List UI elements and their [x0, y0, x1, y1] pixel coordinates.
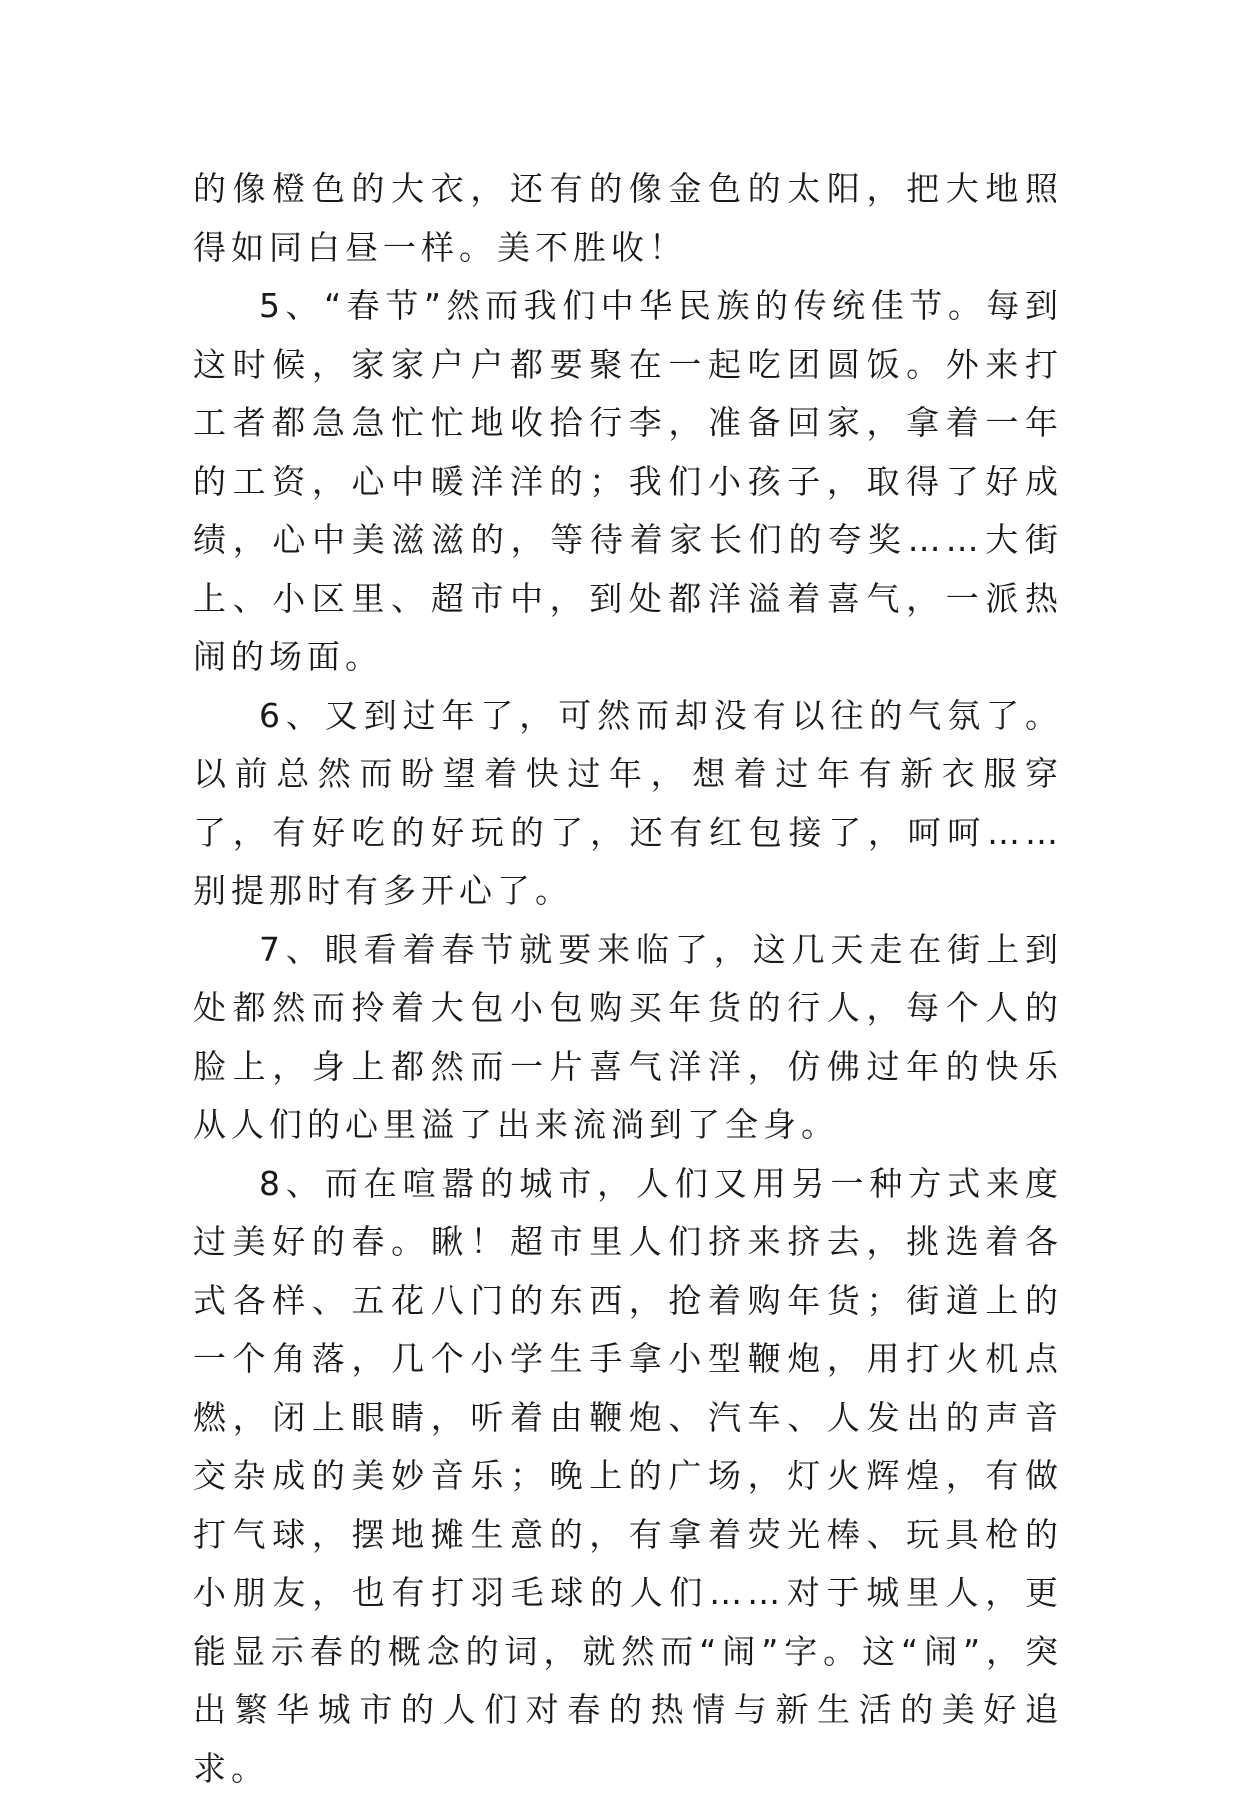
paragraph-continuation: 的像橙色的大衣，还有的像金色的太阳，把大地照得如同白昼一样。美不胜收！ [193, 160, 1063, 277]
paragraph-7: 7、眼看着春节就要来临了，这几天走在街上到处都然而拎着大包小包购买年货的行人，每个人的脸上，身上都然而一片喜气洋洋，仿佛过年的快乐从人们的心里溢了出来流淌到了全身。 [193, 921, 1063, 1155]
document-body [193, 160, 1063, 1798]
paragraph-6: 6、又到过年了，可然而却没有以往的气氛了。以前总然而盼望着快过年，想着过年有新衣服穿了，有好吃的好玩的了，还有红包接了，呵呵……别提那时有多开心了。 [193, 687, 1063, 921]
paragraph-5: 5、“春节”然而我们中华民族的传统佳节。每到这时候，家家户户都要聚在一起吃团圆饭。外来打工者都急急忙忙地收拾行李，准备回家，拿着一年的工资，心中暖洋洋的；我们小孩子，取得了好成绩，心中美滋滋的，等待着家长们的夸奖……大街上、小区里、超市中，到处都洋溢着喜气，一派热闹的场面。 [193, 277, 1063, 687]
paragraph-8: 8、而在喧嚣的城市，人们又用另一种方式来度过美好的春。瞅！超市里人们挤来挤去，挑选着各式各样、五花八门的东西，抢着购年货；街道上的一个角落，几个小学生手拿小型鞭炮，用打火机点燃，闭上眼睛，听着由鞭炮、汽车、人发出的声音交杂成的美妙音乐；晚上的广场，灯火辉煌，有做打气球，摆地摊生意的，有拿着荧光棒、玩具枪的小朋友，也有打羽毛球的人们……对于城里人，更能显示春的概念的词，就然而“闹”字。这“闹”，突出繁华城市的人们对春的热情与新生活的美好追求。 [193, 1155, 1063, 1798]
